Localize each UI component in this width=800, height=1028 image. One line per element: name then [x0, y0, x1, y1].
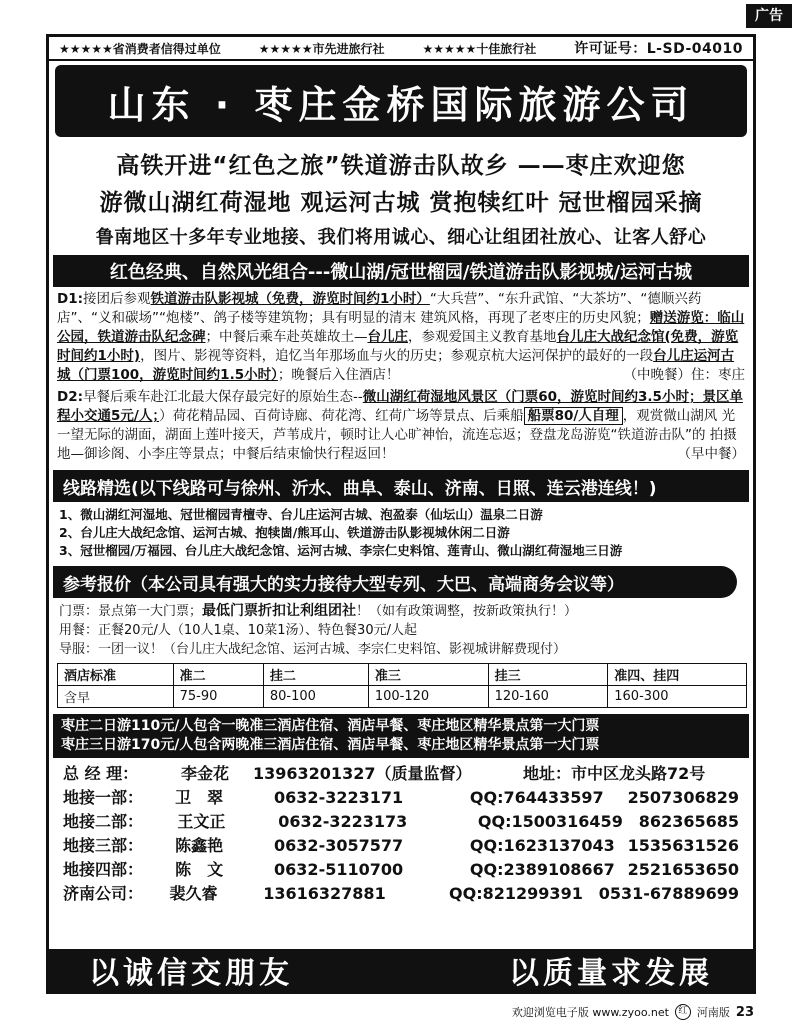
d1-text-4: ，参观爱国主义教育基地	[408, 329, 557, 345]
day-2-itinerary	[49, 385, 753, 464]
contact-row	[63, 810, 739, 834]
routes-heading: 线路精选(以下线路可与徐州、沂水、曲阜、泰山、济南、日照、连云港连线！)	[53, 470, 749, 502]
slogan-1: 高铁开进“红色之旅”铁道游击队故乡 ——枣庄欢迎您	[116, 153, 686, 179]
price-details	[49, 598, 753, 659]
company-address: 地址：市中区龙头路72号	[523, 764, 706, 783]
table-cell: 酒店标准	[58, 664, 174, 686]
day-2-label: D2:	[57, 389, 83, 405]
d2-boat-fee: 船票80/人自理	[524, 407, 623, 425]
table-cell: 80-100	[263, 686, 368, 708]
contact-role: 地接四部：	[63, 860, 144, 879]
slogan-3: 鲁南地区十多年专业地接、我们将用诚心、细心让组团社放心、让客人舒心	[95, 227, 707, 248]
contact-row	[63, 786, 739, 810]
d1-highlight-3: 台儿庄	[367, 329, 408, 345]
contact-name: 陈 文	[175, 860, 224, 879]
website-text: 欢迎浏览电子版 www.zyoo.net	[511, 1006, 669, 1019]
slogan-2: 游微山湖红荷湿地 观运河古城 赏抱犊红叶 冠世榴园采摘	[99, 190, 703, 216]
contact-row	[63, 882, 739, 906]
edition-label: 河南版	[696, 1006, 730, 1019]
d2-text-1: 早餐后乘车赴江北最大保存最完好的原始生态--	[83, 389, 363, 405]
table-cell: 准二	[173, 664, 263, 686]
contact-phone: 0632-3057577	[274, 836, 404, 855]
table-cell: 160-300	[608, 686, 747, 708]
contact-phone: 0632-3223171	[274, 788, 404, 807]
contact-role: 地接一部：	[63, 788, 144, 807]
d1-text-2: “大兵营”、“东升武馆、“大茶坊”、“德顺兴药店”、“义和碳场”“炮楼”、鸽子楼等建筑物；具有明显的清末 建筑风格，再现了老枣庄的历史风貌；	[57, 291, 702, 326]
d1-highlight-5: 台儿庄运河古城（门票100，游览时间约1.5小时）	[57, 348, 735, 383]
ticket-text-2: 最低门票折扣让利组团社	[202, 603, 357, 619]
contact-qq: QQ:764433597	[469, 788, 604, 807]
contact-name: 陈鑫艳	[175, 836, 224, 855]
contact-row	[63, 858, 739, 882]
contact-qq: QQ:1500316459	[477, 812, 623, 831]
contact-name: 王文正	[177, 812, 226, 831]
page-number: 23	[735, 1004, 754, 1020]
route-item: 3、冠世榴园/万福园、台儿庄大战纪念馆、运河古城、李宗仁史料馆、莲青山、微山湖红荷湿地三日游	[59, 543, 623, 558]
d1-text-6: ；晚餐后入住酒店！	[277, 367, 400, 383]
table-cell: 准三	[368, 664, 488, 686]
table-cell: 含早	[58, 686, 174, 708]
motto-bar	[49, 949, 753, 991]
contact-role: 济南公司：	[63, 884, 144, 903]
table-cell: 准四、挂四	[608, 664, 747, 686]
license-number: 许可证号：L-SD-04010	[574, 41, 743, 57]
table-cell: 挂二	[263, 664, 368, 686]
contact-row	[63, 834, 739, 858]
contact-mobile: 2507306829	[627, 788, 739, 807]
contact-qq: QQ:1623137043	[469, 836, 615, 855]
contact-role: 地接三部：	[63, 836, 144, 855]
cert-1: ★★★★★省消费者信得过单位	[59, 41, 221, 56]
table-cell: 75-90	[173, 686, 263, 708]
contact-mobile: 1535631526	[627, 836, 739, 855]
contact-mobile: 862365685	[638, 812, 739, 831]
ticket-text-3: ！（如有政策调整，按新政策执行！）	[356, 604, 578, 619]
contact-list	[49, 758, 753, 906]
table-header-row	[58, 664, 747, 686]
company-title: 山东 · 枣庄金桥国际旅游公司	[55, 65, 747, 137]
motto-right: 以质量求发展	[509, 956, 713, 991]
contact-phone: 0632-5110700	[274, 860, 404, 879]
contact-qq: QQ:2389108667	[469, 860, 615, 879]
contact-name: 卫 翠	[175, 788, 224, 807]
contact-name: 裴久睿	[169, 884, 218, 903]
manager-row	[63, 762, 739, 786]
ticket-text-1: 门票：景点第一大门票；	[59, 604, 203, 619]
table-cell: 120-160	[488, 686, 608, 708]
contact-phone: 13616327881	[263, 884, 386, 903]
d1-highlight-2: 赠送游览：临山公园，铁道游击队纪念碑	[57, 310, 745, 345]
contact-mobile: 0531-67889699	[598, 884, 739, 903]
itinerary-heading: 红色经典、自然风光组合---微山湖/冠世榴园/铁道游击队影视城/运河古城	[53, 255, 749, 287]
day-1-label: D1:	[57, 291, 83, 307]
meal-line: 用餐：正餐20元/人（10人1桌、10菜1汤）、特色餐30元/人起	[59, 623, 417, 638]
table-cell: 100-120	[368, 686, 488, 708]
contact-mobile: 2521653650	[627, 860, 739, 879]
ad-frame	[46, 34, 756, 994]
d1-highlight-4: 台儿庄大战纪念馆(免费，游览时间约1小时)	[57, 329, 739, 364]
routes-list	[49, 502, 753, 560]
d1-text-3: ；中餐后乘车赴英雄故土—	[205, 329, 368, 345]
guide-line: 导服：一团一议！（台儿庄大战纪念馆、运河古城、李宗仁史料馆、影视城讲解费现付）	[59, 642, 567, 657]
publication-logo-icon: 红	[675, 1004, 691, 1020]
contact-phone: 0632-3223173	[278, 812, 408, 831]
price-heading: 参考报价（本公司具有强大的实力接待大型专列、大巴、高端商务会议等）	[53, 566, 737, 598]
route-item: 2、台儿庄大战纪念馆、运河古城、抱犊崮/熊耳山、铁道游击队影视城休闲二日游	[59, 525, 510, 540]
cert-3: ★★★★★十佳旅行社	[422, 41, 537, 56]
certification-bar	[49, 37, 753, 61]
d1-text-5: ，图片、影视等资料，追忆当年那场血与火的历史；参观京杭大运河保护的最好的一段	[140, 348, 654, 364]
d1-highlight-1: 铁道游击队影视城（免费，游览时间约1小时）	[150, 291, 430, 307]
d1-meal-info: （中晚餐）住：枣庄	[623, 367, 745, 383]
contact-role: 总 经 理：	[63, 764, 139, 783]
table-row	[58, 686, 747, 708]
cert-2: ★★★★★市先进旅行社	[258, 41, 385, 56]
package-item: 枣庄三日游170元/人包含两晚准三酒店住宿、酒店早餐、枣庄地区精华景点第一大门票	[61, 737, 600, 753]
ad-label: 广告	[746, 4, 792, 28]
d2-text-3: ，观赏微山湖风 光一望无际的湖面，湖面上莲叶接天，芦苇成片，顿时让人心旷神怡，流连忘返；登盘龙岛游览“铁道游击队”的 拍摄地—御诊阁、小李庄等景点；中餐后结束愉快行程返回！	[57, 408, 737, 462]
package-item: 枣庄二日游110元/人包含一晚准三酒店住宿、酒店早餐、枣庄地区精华景点第一大门票	[61, 718, 600, 734]
contact-qq: QQ:821299391	[449, 884, 583, 903]
d2-highlight-1: 微山湖红荷湿地风景区（门票60，游览时间约3.5小时；景区单程小交通5元/人；	[57, 389, 743, 424]
d2-text-2: ）荷花精品园、百荷诗廊、荷花湾、红荷广场等景点、后乘船	[159, 408, 524, 424]
table-cell: 挂三	[488, 664, 608, 686]
page-footer	[512, 1004, 754, 1020]
hotel-price-table	[57, 663, 747, 708]
route-item: 1、微山湖红河湿地、冠世榴园青檀寺、台儿庄运河古城、泡盈泰（仙坛山）温泉二日游	[59, 507, 543, 522]
ticket-line	[59, 602, 743, 621]
contact-name: 李金花	[181, 764, 230, 783]
d1-text-1: 接团后参观	[83, 291, 151, 307]
package-offers	[53, 714, 749, 758]
day-1-itinerary	[49, 287, 753, 385]
contact-phone: 13963201327（质量监督）	[253, 764, 472, 783]
d2-meal-info: （早中餐）	[677, 446, 745, 462]
contact-role: 地接二部：	[63, 812, 144, 831]
motto-left: 以诚信交朋友	[89, 956, 293, 991]
